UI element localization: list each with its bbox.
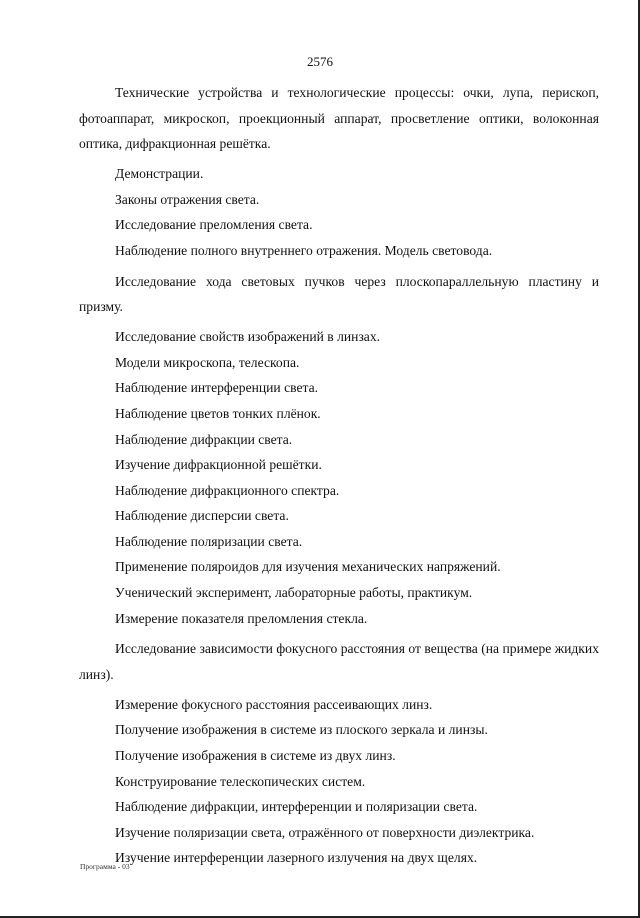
list-item: Модели микроскопа, телескопа. [115, 354, 300, 370]
list-item: Получение изображения в системе из плоского зеркала и линзы. [115, 722, 488, 738]
list-item: Наблюдение поляризации света. [115, 533, 303, 549]
list-item: Измерение показателя преломления стекла. [115, 610, 368, 626]
list-item: Наблюдение дисперсии света. [115, 508, 289, 524]
document-body [79, 80, 599, 876]
list-item: Наблюдение дифракции света. [115, 431, 293, 447]
list-item: Изучение поляризации света, отражённого от поверхности диэлектрика. [115, 824, 535, 840]
paragraph-demonstrations-heading: Демонстрации. [115, 166, 204, 182]
list-item: Исследование хода световых пучков через плоскопараллельную пластину и призму. [79, 273, 599, 315]
page-number: 2576 [307, 54, 333, 69]
paragraph-student-experiment-heading: Ученический эксперимент, лабораторные работы, практикум. [115, 585, 473, 601]
list-item: Исследование преломления света. [115, 217, 313, 233]
list-item: Применение поляроидов для изучения механических напряжений. [115, 559, 501, 575]
list-item: Изучение интерференции лазерного излучения на двух щелях. [115, 850, 478, 866]
list-item: Конструирование телескопических систем. [115, 773, 366, 789]
list-item: Исследование свойств изображений в линзах. [115, 329, 381, 345]
list-item: Наблюдение цветов тонких плёнок. [115, 405, 321, 421]
list-item: Наблюдение полного внутреннего отражения. Модель световода. [115, 242, 493, 258]
list-item: Наблюдение дифракции, интерференции и поляризации света. [115, 799, 478, 815]
list-item: Изучение дифракционной решётки. [115, 457, 322, 473]
list-item: Наблюдение дифракционного спектра. [115, 482, 340, 498]
paragraph-devices: Технические устройства и технологические процессы: очки, лупа, перископ, фотоаппарат, микроскоп, проекционный аппарат, просветление оптики, волоконная оптика, дифракционная решётка. [79, 85, 599, 152]
list-item: Наблюдение интерференции света. [115, 380, 319, 396]
list-item: Получение изображения в системе из двух линз. [115, 748, 396, 764]
list-item: Измерение фокусного расстояния рассеивающих линз. [115, 696, 433, 712]
page-footer: Программа - 03 [80, 862, 130, 871]
list-item: Исследование зависимости фокусного расстояния от вещества (на примере жидких линз). [79, 641, 599, 682]
list-item: Законы отражения света. [115, 191, 260, 207]
